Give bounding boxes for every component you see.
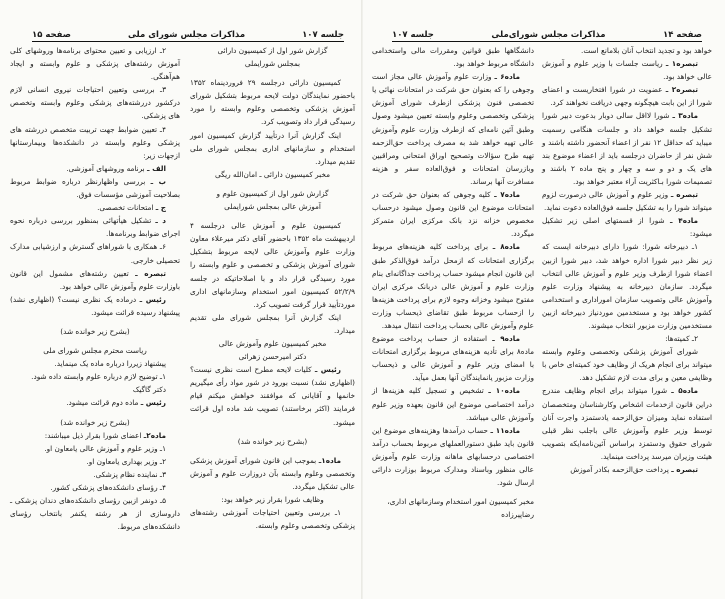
article-label: ماده۶ ـ xyxy=(494,72,520,82)
paragraph-text: ریاست محترم مجلس شورای ملی xyxy=(43,346,147,356)
paragraph-text: کمیسیون دارائی درجلسه ۲۹ فروردینماه ۱۳۵۲ باحضور نمایندگان دولت لایحه مربوط بتشکیل شورای آموزش پزشکی وتخصصی وعلوم وابسته را مورد رسیدگی قرار داد وتصویب کرد. xyxy=(190,78,355,127)
paragraph xyxy=(190,311,355,337)
article-paragraph xyxy=(372,188,534,240)
paragraph xyxy=(542,44,712,57)
paragraph-text: مخبر کمیسیون دارائی ـ امان‌الله ریگی xyxy=(214,169,331,179)
paragraph-text: ۴ـ تعیین ضوابط جهت تربیت متخصص دررشته های پزشکی وعلوم وابسته در دانشکده‌ها وبیمارستانها ازجهات زیر: xyxy=(10,124,180,160)
paragraph-text: اینک گزارش آنرا درتأیید گزارش کمیسیون امور استخدام و سازمانهای اداری بمجلس شورای ملی تقدیم میدارد. xyxy=(190,130,355,166)
paragraph xyxy=(10,383,180,396)
paragraph-text: امتحانات تخصصی. xyxy=(97,203,156,213)
paragraph-text: تشخیص و تسجیل کلیه هزینه‌ها از درآمد اختصاصی موضوع این قانون بعهده وزیر علوم وآموزش عالی میباشد. xyxy=(372,386,534,422)
paragraph-text: ۶ـ همکاری با شوراهای گسترش و ارزشیابی مدارک تحصیلی خارجی. xyxy=(10,242,180,265)
article-label: تبصره ـ xyxy=(135,268,166,278)
paragraph-text: بمجلس شورایملی xyxy=(244,59,301,69)
paragraph xyxy=(10,44,180,83)
left-page xyxy=(0,0,362,599)
paragraph-text: کلیه وجوهی که بعنوان حق شرکت در امتحانات موضوع این قانون وصول میشود درحساب مخصوص خزانه نزد بانک مرکزی ایران متمرکز میگردد. xyxy=(372,190,534,239)
paragraph-text: گزارش شور اول از کمیسیون علوم و xyxy=(216,188,329,198)
article-paragraph xyxy=(10,175,180,201)
article-paragraph xyxy=(10,214,180,240)
paragraph-text: ۲ـ ارزیابی و تعیین محتوای برنامه‌ها وروشهای کلی آموزش رشته‌های پزشکی و علوم وابسته و ایجاد هم‌آهنگی. xyxy=(10,46,180,82)
article-paragraph xyxy=(10,293,180,319)
paragraph-text: برای پرداخت کلیه هزینه‌های مربوط برگزاری امتحانات که ازمحل درآمد فوق‌الذکر طبق این قانون انجام میشود حساب پرداخت جداگانه‌ای بنام وزارت علوم و آموزش عالی دربانک مرکزی ایران مفتوح میشود وخزانه وجوه لازم برای پرداخت هزینه‌ها را ازحساب مربوط طبق تقاضای ذیحساب وزارت علوم وآموزش عالی بحساب پرداخت انتقال میدهد. xyxy=(372,242,534,330)
text-column xyxy=(10,44,180,533)
article-paragraph xyxy=(542,214,712,240)
article-paragraph xyxy=(542,463,712,476)
paragraph xyxy=(10,455,180,468)
page-header xyxy=(32,26,344,42)
article-label: رئیس ـ xyxy=(314,365,341,375)
paragraph-text: ۲ـ کمیته‌ها: xyxy=(665,334,698,344)
article-paragraph xyxy=(372,384,534,423)
paragraph-text: تعیین رشته‌های مشمول این قانون باوزارت علوم وآموزش عالی خواهد بود. xyxy=(10,268,180,291)
paragraph xyxy=(542,332,712,345)
paragraph xyxy=(10,240,180,266)
paragraph xyxy=(190,337,355,350)
paragraph-text: (بشرح زیر خوانده شد) xyxy=(60,326,130,336)
article-paragraph xyxy=(190,454,355,493)
paragraph xyxy=(190,200,355,213)
paragraph xyxy=(190,350,355,363)
paragraph-text: حساب درآمدها وهزینه‌های موضوع این قانون باید طبق دستورالعملهای مربوط بحساب درآمد اختصاصی درحسابهای ماهانه وزارت علوم وآموزش عالی منظور وباسناد ومدارک مربوط بوزارت دارائی ارسال شود. xyxy=(372,425,534,488)
paragraph-text: پرداخت حق‌الزحمه بکادر آموزش xyxy=(570,465,672,474)
paragraph-text: شورا میتواند برای انجام وظایف مندرج دراین قانون ازخدمات اشخاص وکارشناسان ومتخصصان استفاده نماید ومیزان حق‌الزحمه یادستمزد واجرت آنان توسط وزیر علوم وآموزش عالی باجلب نظر قبلی شورای حقوق ودستمزد براساس آئین‌نامه‌ایکه بتصویب هیئت وزیران میرسد پرداخت مینماید. xyxy=(542,386,712,461)
article-label: ج ـ xyxy=(155,203,166,213)
paragraph xyxy=(190,129,355,168)
paragraph xyxy=(190,187,355,200)
article-label: ماده۵ ـ xyxy=(671,386,698,396)
header-title: مذاکرات مجلس شورای‌ملی xyxy=(491,30,606,40)
paragraph xyxy=(190,435,355,448)
paragraph-text: خواهد بود و تجدید انتخاب آنان بلامانع است. xyxy=(581,46,712,55)
paragraph-text: تشکیل هیأتهائی بمنظور بررسی درباره نحوه اجرای ضوابط وبرنامه‌ها. xyxy=(10,216,180,239)
article-label: ماده۱۱ ـ xyxy=(490,425,520,435)
paragraph xyxy=(10,357,180,370)
paragraph-text: دکتر امیرحسن زهرائی xyxy=(238,352,307,362)
paragraph-text: ۱ـ وزیر علوم و آموزش عالی یامعاون او. xyxy=(44,443,166,453)
paragraph-text: ماده دوم قرائت میشود. xyxy=(66,398,141,408)
article-label: تبصره ـ xyxy=(671,465,698,474)
article-paragraph xyxy=(542,83,712,109)
article-label: د ـ xyxy=(155,216,166,226)
paragraph-text: کمیسیون علوم و آموزش عالی درجلسه ۴ اردیبهشت ماه ۱۳۵۲ باحضور آقای دکتر میرعلاء معاون وزارت علوم وآموزش عالی لایحه مربوط بتشکیل شورای آموزش پزشکی و تخصصی و علوم وابسته را مورد رسیدگی قرار داد و با اصلاحاتیکه در جلسه ۵۲/۲/۹ کمیسیون امور استخدام وسازمانهای اداری موردتأیید قرار گرفت تصویب کرد. xyxy=(190,221,355,309)
paragraph-text: اعضای شورا بقرار ذیل میباشند: xyxy=(44,430,144,440)
paragraph xyxy=(372,44,534,70)
article-paragraph xyxy=(10,201,180,214)
paragraph xyxy=(372,508,534,521)
paragraph xyxy=(10,344,180,357)
paragraph-text: وزارت علوم وآموزش عالی مجاز است وجوهی را که بعنوان حق شرکت در امتحانات نهائی یا تخصصی فنون پزشکی ازطرف شورای آموزش پزشکی وتخصصی وعلوم وابسته تعیین میشود وصول وطبق آئین نامه‌ای که ازطرف وزارت علوم وآموزش عالی تهیه خواهد شد به مصرف پرداخت حق‌الزحمه تهیه طرح سؤالات وتصحیح اوراق امتحانی ومراقبین وبازرسان امتحانات و فوق‌العاده سفر و هزینه مسافرت آنها برساند. xyxy=(372,72,534,186)
paragraph-text: مخبر کمیسیون علوم وآموزش عالی xyxy=(218,338,327,348)
paragraph-text: ۳ـ نماینده نظام پزشکی. xyxy=(93,469,166,479)
paragraph xyxy=(10,83,180,122)
article-label: ب ـ xyxy=(150,176,166,186)
paragraph xyxy=(10,416,180,429)
paragraph-text: ۱ـ بررسی وتعیین احتیاجات آموزشی رشته‌های پزشکی وتخصصی وعلوم وابسته. xyxy=(190,508,355,531)
paragraph xyxy=(10,494,180,533)
paragraph-text: شورا لااقل سالی دوبار بدعوت دبیر شورا تشکیل جلسه خواهد داد و جلسات هنگامی رسمیت میباید که حداقل ۱۲ نفر از اعضاء آنحضور داشته باشند و شش نفر از حاضران درجلسه باید از اعضاء موضوع بند های یک و دو و سه و چهار و پنج ماده ۲ باشند و تصمیمات شورا بـاکثریت آراء معتبر خواهد بود. xyxy=(542,111,713,186)
paragraph-text: اینک گزارش آنرا بمجلس شورای ملی تقدیم میدارد. xyxy=(190,312,355,335)
paragraph xyxy=(190,168,355,181)
paragraph-text: شورای آموزش پزشکی وتخصصی وعلوم وابسته میتواند برای انجام هریک از وظایف خود کمیته‌ای خاص با وظایفی معین و برای مدت لازم تشکیل دهد. xyxy=(542,347,712,383)
paragraph xyxy=(10,468,180,481)
paragraph xyxy=(10,123,180,162)
article-paragraph xyxy=(10,429,180,442)
paragraph xyxy=(190,219,355,311)
article-paragraph xyxy=(542,109,712,188)
paragraph-text: کلیات لایحه مطرح است نظری نیست؟ (اظهاری نشد) نسبت بورود در شور مواد رأی میگیریم خانمها و آقایانی که موافقند خواهش میکنم قیام فرمایند (اکثر برخاستند) تصویب شد ماده اول قرائت میشود. xyxy=(190,365,355,427)
paragraph xyxy=(542,345,712,384)
paragraph-text: دانشگاهها طبق قوانین ومقررات مالی واستخدامی دانشگاه مربوط خواهد بود. xyxy=(372,46,534,69)
session-number: جلسه ۱۰۷ xyxy=(302,30,344,40)
paragraph-text: ۳ـ بررسی وتعیین احتیاجات نیروی انسانی لازم درکشور دررشته‌های پزشکی وعلوم وابسته وتخصص های پزشکی. xyxy=(10,85,180,121)
paragraph xyxy=(190,44,355,57)
paragraph xyxy=(542,240,712,332)
page-number: صفحه ۱۴ xyxy=(663,30,702,40)
paragraph xyxy=(10,370,180,383)
paragraph xyxy=(372,495,534,508)
article-label: ماده۴ ـ xyxy=(670,216,698,226)
text-column xyxy=(190,44,355,532)
paragraph-text: عضویت در شورا افتخاریست و اعضای شورا از این بابت هیچگونه وجهی دریافت نخواهند کرد. xyxy=(542,85,712,108)
paragraph xyxy=(10,481,180,494)
paragraph-text: (بشرح زیر خوانده شد) xyxy=(237,436,308,446)
paragraph xyxy=(190,57,355,70)
article-label: ماده۲ـ xyxy=(143,430,166,440)
article-label: رئیس ـ xyxy=(140,398,166,408)
article-paragraph xyxy=(10,396,180,409)
article-paragraph xyxy=(190,363,355,428)
article-paragraph xyxy=(542,384,712,463)
session-number: جلسه ۱۰۷ xyxy=(392,30,434,40)
paragraph-text: شورا از قسمتهای اصلی زیر تشکیل میشود: xyxy=(542,216,712,239)
article-label: ماده۱ـ xyxy=(318,455,341,465)
text-column xyxy=(542,44,712,476)
paragraph xyxy=(190,506,355,532)
article-paragraph xyxy=(542,188,712,214)
page-number: صفحه ۱۵ xyxy=(32,30,71,40)
article-label: ماده۳ ـ xyxy=(672,111,698,121)
article-paragraph xyxy=(10,267,180,293)
article-label: ماده۹ ـ xyxy=(492,334,520,344)
article-label: ماده۷ ـ xyxy=(494,190,520,200)
article-paragraph xyxy=(372,70,534,188)
paragraph-text: وظایف شورا بقرار زیر خواهد بود: xyxy=(221,495,324,504)
article-label: الف ـ xyxy=(147,163,166,173)
paragraph-text: دکتر گاگیک xyxy=(132,385,166,395)
paragraph-text: رضاپیرزاده xyxy=(501,510,534,520)
paragraph-text: ۴ـ رؤسای دانشکده‌های پزشکی کشور. xyxy=(50,483,166,492)
paragraph-text: بررسی واظهارنظر درباره ضوابط مربوط بصلاحیت آموزشی مؤسسات فوق. xyxy=(10,176,180,200)
article-label: ماده۱۰ ـ xyxy=(488,386,520,396)
paragraph-text: ۲ـ وزیر بهداری یامعاون او. xyxy=(86,456,166,466)
article-label: تبصره۱ ـ xyxy=(665,59,698,69)
paragraph-text: ۵ـ دونفر ازبین رؤسای دانشکده‌های دندان پزشکی ـ داروسازی از هر رشته یکنفر بانتخاب رؤسای دانشکده‌های مربوط. xyxy=(10,496,180,532)
article-paragraph xyxy=(372,240,534,332)
paragraph-text: پیشنهاد زیررا درباره ماده یک مینماید. xyxy=(54,359,166,369)
paragraph xyxy=(10,442,180,455)
paragraph-text: ریاست جلسات با وزیر علوم و آموزش عالی خواهد بود. xyxy=(542,59,712,82)
paragraph xyxy=(10,325,180,338)
paragraph-text: مخبر کمیسیون امور استخدام وسازمانهای اداری، xyxy=(387,497,534,507)
page-header xyxy=(392,26,702,42)
article-paragraph xyxy=(372,332,534,384)
text-column xyxy=(372,44,534,521)
header-title: مذاکرات مجلس شورای ملی xyxy=(127,30,246,40)
paragraph xyxy=(190,76,355,128)
paragraph-text: درماده یک نظری نیست؟ (اظهاری نشد) پیشنهاد رسیده قرائت میشود. xyxy=(10,294,180,317)
paragraph-text: استفاده از حساب پرداخت موضوع ماده۸ برای تأدیه هزینه‌های مربوط برگزاری امتحانات با امضای وزیر علوم و آموزش عالی و ذیحساب وزارت مزبور یانمایندگان آنها بعمل میآید. xyxy=(372,334,534,383)
article-label: تبصره ـ xyxy=(670,190,698,200)
paragraph-text: ۱ـ توضیح لازم درباره علوم وابسته داده شود. xyxy=(31,372,166,382)
article-paragraph xyxy=(10,162,180,175)
paragraph-text: گزارش شور اول از کمیسیون دارائی xyxy=(217,46,328,55)
paragraph xyxy=(190,493,355,506)
paragraph-text: بموجب این قانون شورای آموزش پزشکی وتخصصی وعلوم وابسته بآن دروزارت علوم و آموزش عالی تشکیل میگردد. xyxy=(190,455,355,491)
right-page xyxy=(362,0,725,599)
paragraph-text: وزیر علوم و آموزش عالی درصورت لزوم میتواند شورا را به تشکیل جلسه فوق‌العاده دعوت نماید. xyxy=(542,190,712,213)
article-paragraph xyxy=(542,57,712,83)
paragraph-text: آموزش عالی بمجلس شورایملی xyxy=(224,202,321,212)
article-label: ماده۸ ـ xyxy=(492,242,520,252)
article-label: رئیس ـ xyxy=(139,294,166,304)
article-label: تبصره۲ ـ xyxy=(665,85,698,95)
paragraph-text: ۱ـ دبیرخانه شورا: شورا دارای دبیرخانه ایست که زیر نظر دبیر شورا اداره خواهد شد، دبیر شورا ازبین اعضاء شورا ازطرف وزیر علوم و آموزش عالی انتخاب میگردد. سازمان دبیرخانه به پیشنهاد وزارت علوم وآموزش عالی وتصویب سازمان اموراداری و استخدامی کشور خواهد بود و مستخدمین موردنیاز دبیرخانه ازبین مستخدمین وزارت مزبور انتخاب میشوند. xyxy=(542,242,712,330)
article-paragraph xyxy=(372,424,534,489)
paragraph-text: برنامه وروشهای آموزشی. xyxy=(66,163,148,173)
paragraph-text: (بشرح زیر خوانده شد) xyxy=(60,417,130,427)
